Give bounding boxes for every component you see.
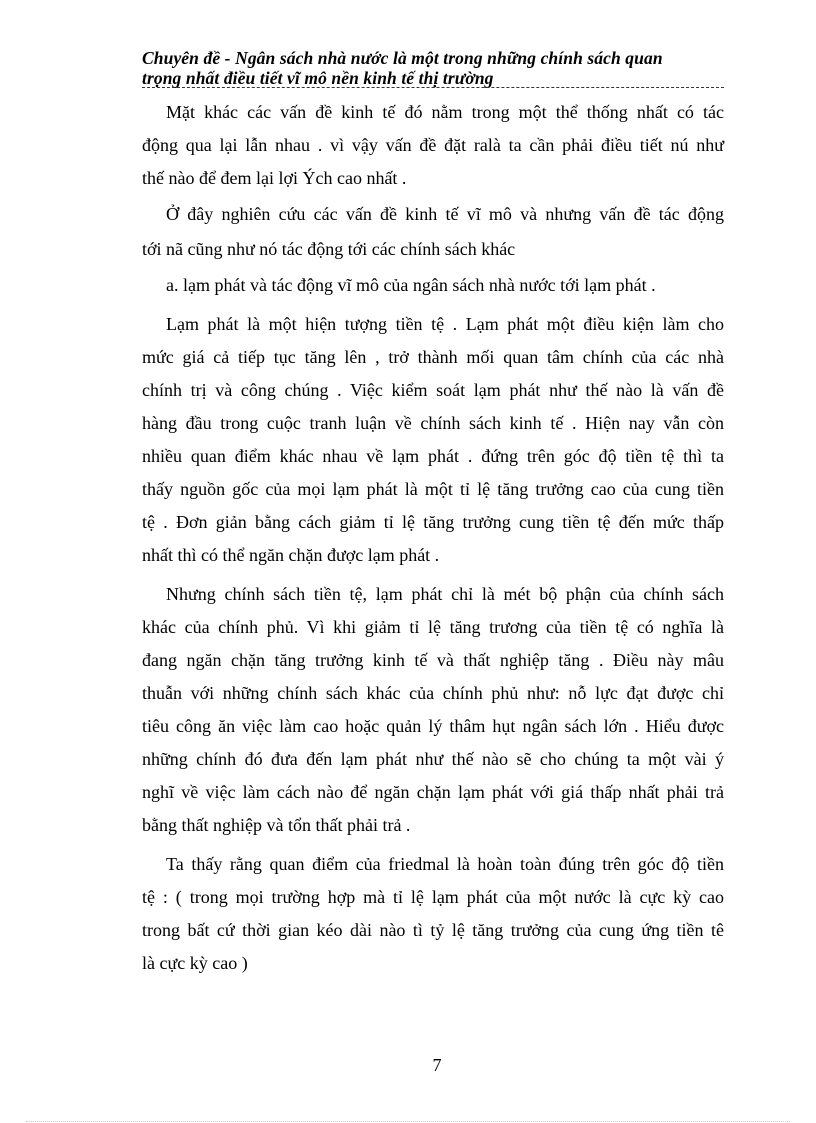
header-divider	[142, 87, 724, 88]
paragraph-line: thấy nguồn gốc của mọi lạm phát là một tỉ lệ tăng trưởng cao của cung tiền	[142, 479, 724, 499]
paragraph-line: tiêu công ăn việc làm cao hoặc quản lý thâm hụt ngân sách lớn . Hiểu được	[142, 716, 724, 736]
paragraph	[142, 96, 724, 195]
paragraph-line: thuẫn với những chính sách khác của chính phủ như: nỗ lực đạt được chỉ	[142, 683, 724, 703]
paragraph-line: những chính đó đưa đến lạm phát như thế nào sẽ cho chúng ta một vài ý	[142, 749, 724, 769]
page-number: 7	[432, 1055, 442, 1075]
header-title-line-2: trọng nhất điều tiết vĩ mô nền kinh tế thị trường	[142, 68, 494, 88]
paragraph-line: mức giá cả tiếp tục tăng lên , trở thành mối quan tâm chính của các nhà	[142, 347, 724, 367]
page-header	[142, 48, 724, 88]
document-body	[142, 96, 724, 980]
paragraph-line: Ta thấy rằng quan điểm của friedmal là hoàn toàn đúng trên góc độ tiền	[166, 854, 724, 874]
paragraph-line: Mặt khác các vấn đề kinh tế đó nằm trong một thể thống nhất có tác	[166, 102, 724, 122]
paragraph-line: tới nã cũng như nó tác động tới các chính sách khác	[142, 239, 516, 259]
paragraph-line: thế nào để đem lại lợi Ých cao nhất .	[142, 168, 407, 188]
header-title-line-1: Chuyên đề - Ngân sách nhà nước là một trong những chính sách quan	[142, 48, 663, 68]
page-bottom-border	[26, 1121, 790, 1122]
paragraph-line: đang ngăn chặn tăng trưởng kinh tế và thất nghiệp tăng . Điều này mâu	[142, 650, 724, 670]
paragraph	[142, 848, 724, 980]
heading-line: a. lạm phát và tác động vĩ mô của ngân sách nhà nước tới lạm phát .	[166, 275, 656, 295]
paragraph-line: động qua lại lẫn nhau . vì vậy vấn đề đặt ralà ta cần phải điều tiết nú như	[142, 135, 724, 155]
paragraph	[142, 578, 724, 842]
paragraph-line: nhất thì có thể ngăn chặn được lạm phát .	[142, 545, 440, 565]
paragraph-line: chính trị và công chúng . Việc kiểm soát lạm phát như thế nào là vấn đề	[142, 380, 724, 400]
paragraph-line: trong bất cứ thời gian kéo dài nào tì tỷ lệ tăng trưởng của cung ứng tiền tê	[142, 920, 724, 940]
paragraph	[142, 308, 724, 572]
paragraph-line: nghĩ về việc làm cách nào để ngăn chặn lạm phát với giá thấp nhất phải trả	[142, 782, 724, 802]
paragraph-line: Nhưng chính sách tiền tệ, lạm phát chỉ là mét bộ phận của chính sách	[166, 584, 724, 604]
paragraph-line: tệ : ( trong mọi trường hợp mà tỉ lệ lạm phát của một nước là cực kỳ cao	[142, 887, 724, 907]
paragraph-line: hàng đầu trong cuộc tranh luận về chính sách kinh tế . Hiện nay vẫn còn	[142, 413, 724, 433]
paragraph	[142, 198, 724, 266]
section-heading	[142, 269, 724, 302]
paragraph-line: là cực kỳ cao )	[142, 953, 248, 973]
paragraph-line: bằng thất nghiệp và tổn thất phải trả .	[142, 815, 411, 835]
paragraph-line: tệ . Đơn giản bằng cách giảm tỉ lệ tăng trưởng cung tiền tệ đến mức thấp	[142, 512, 724, 532]
paragraph-line: Lạm phát là một hiện tượng tiền tệ . Lạm phát một điều kiện làm cho	[166, 314, 724, 334]
paragraph-line: Ở đây nghiên cứu các vấn đề kinh tế vĩ mô và nhưng vấn đề tác động	[166, 204, 724, 224]
paragraph-line: khác của chính phủ. Vì khi giảm tỉ lệ tăng trương của tiền tệ có nghĩa là	[142, 617, 724, 637]
paragraph-line: nhiều quan điểm khác nhau về lạm phát . đứng trên góc độ tiền tệ thì ta	[142, 446, 724, 466]
